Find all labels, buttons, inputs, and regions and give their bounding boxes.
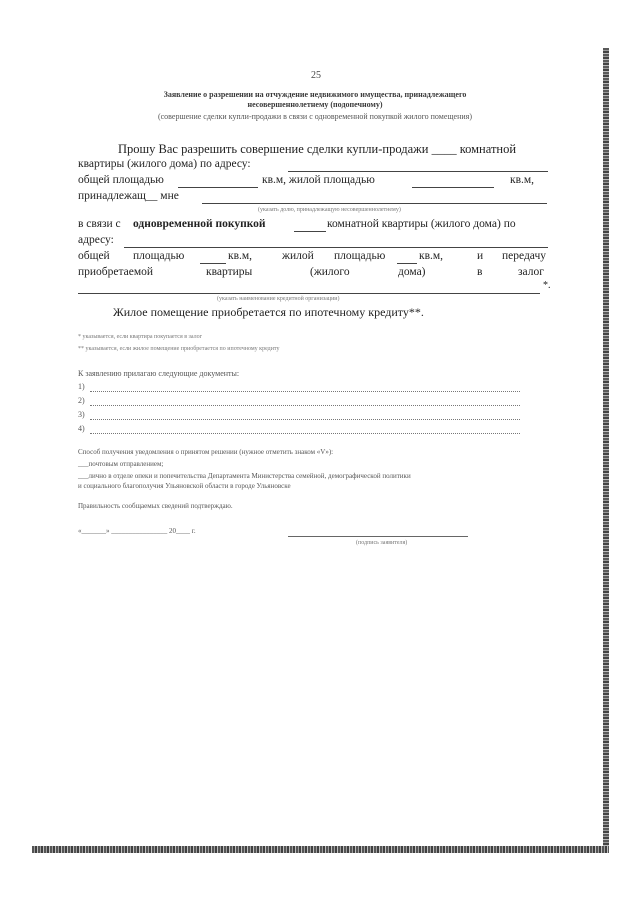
notification-heading: Способ получения уведомления о принятом решении (нужное отметить знаком «V»):	[78, 448, 334, 456]
address-line-1[interactable]	[288, 171, 548, 172]
attachment-1-line[interactable]	[90, 391, 520, 392]
para2-l4-w2: (жилого	[310, 266, 350, 278]
bank-line[interactable]	[78, 293, 540, 294]
attachment-1-label: 1)	[78, 382, 85, 391]
living-area-field-1[interactable]	[412, 187, 494, 188]
para2-l3-w3: жилой	[282, 250, 314, 262]
attachment-2-line[interactable]	[90, 405, 520, 406]
signature-line[interactable]	[288, 536, 468, 537]
attachment-3-label: 3)	[78, 410, 85, 419]
share-caption: (указать долю, принадлежащую несовершеннолетнему)	[258, 207, 401, 213]
para2-l3-w7: передачу	[502, 250, 546, 262]
para2-l4-w0: приобретаемой	[78, 266, 154, 278]
para1-line1: Прошу Вас разрешить совершение сделки купли-продажи ____ комнатной	[118, 142, 517, 156]
attachments-heading: К заявлению прилагаю следующие документы:	[78, 369, 240, 378]
signature-caption: (подпись заявителя)	[356, 540, 408, 546]
scan-edge-right	[603, 48, 609, 848]
attachment-3-line[interactable]	[90, 419, 520, 420]
living-area-field-2[interactable]	[397, 263, 417, 264]
para2-l4-w3: дома)	[398, 266, 426, 278]
para2-line2: адресу:	[78, 234, 114, 246]
rooms-field[interactable]	[294, 231, 326, 232]
para2-l3-w4: площадью	[334, 250, 386, 262]
page-number: 25	[311, 70, 321, 81]
attachment-2-label: 2)	[78, 396, 85, 405]
attachment-4-label: 4)	[78, 424, 85, 433]
title-line-1: Заявление о разрешении на отчуждение недвижимого имущества, принадлежащего	[163, 90, 467, 99]
area-field-1[interactable]	[178, 187, 258, 188]
confirmation-text: Правильность сообщаемых сведений подтверждаю.	[78, 502, 233, 510]
para2-l4-w5: залог	[518, 266, 544, 278]
para2-l3-w0: общей	[78, 250, 110, 262]
para1-line3-b: кв.м, жилой площадью	[262, 174, 375, 186]
para2-l3-w6: и	[477, 250, 484, 262]
mortgage-statement: Жилое помещение приобретается по ипотечному кредиту**.	[113, 305, 424, 319]
para1-line3-a: общей площадью	[78, 174, 164, 186]
date-line[interactable]: «_______» ________________ 20____ г.	[78, 527, 196, 535]
notification-option-mail[interactable]: ___почтовым отправлением;	[78, 460, 164, 468]
address-line-2[interactable]	[124, 247, 548, 248]
para1-line2: квартиры (жилого дома) по адресу:	[78, 158, 251, 170]
para2-l4-w1: квартиры	[206, 266, 253, 278]
attachment-4-line[interactable]	[90, 433, 520, 434]
para2-line1-a: в связи с	[78, 218, 121, 230]
para2-l3-w2: кв.м,	[228, 250, 253, 262]
title-line-3: (совершение сделки купли-продажи в связи с одновременной покупкой жилого помещения)	[157, 112, 473, 121]
bank-line-end: *.	[543, 280, 551, 291]
title-line-2: несовершеннолетнему (подопечному)	[247, 100, 383, 109]
para1-line3-c: кв.м,	[510, 174, 535, 186]
bank-caption: (указать наименование кредитной организации)	[217, 296, 340, 302]
para1-line4: принадлежащ__ мне	[78, 190, 179, 202]
share-line[interactable]	[202, 203, 547, 204]
note-2: ** указывается, если жилое помещение приобретается по ипотечному кредиту	[78, 346, 280, 352]
note-1: * указывается, если квартира покупается в залог	[78, 334, 203, 340]
scan-edge-bottom	[32, 846, 609, 853]
para2-line1-b: одновременной покупкой	[133, 218, 266, 230]
area-field-2[interactable]	[200, 263, 226, 264]
para2-line1-c: комнатной квартиры (жилого дома) по	[327, 218, 516, 230]
notification-option-in-person-2: и социального благополучия Ульяновской области в городе Ульяновске	[78, 482, 291, 490]
para2-l4-w4: в	[477, 266, 483, 278]
notification-option-in-person-1[interactable]: ___лично в отделе опеки и попечительства Департамента Министерства семейной, демографической политики	[78, 472, 411, 480]
para2-l3-w5: кв.м,	[419, 250, 444, 262]
para2-l3-w1: площадью	[133, 250, 185, 262]
